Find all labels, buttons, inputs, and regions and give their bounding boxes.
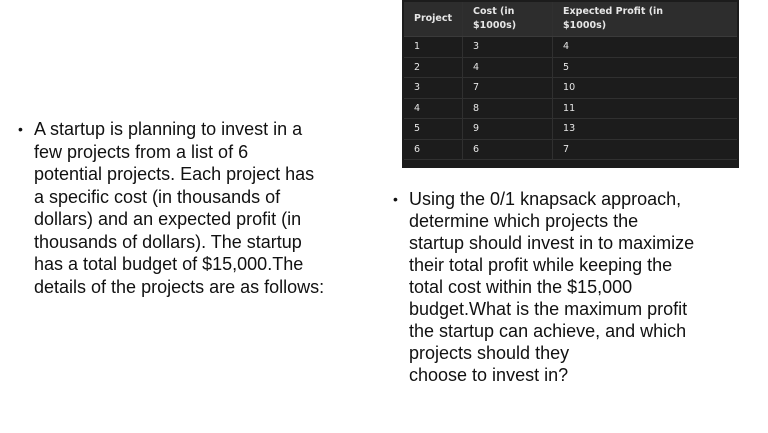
cell-cost: 3	[463, 37, 553, 58]
bullet-marker: •	[393, 191, 398, 207]
cell-cost: 7	[463, 78, 553, 99]
cell-cost: 8	[463, 98, 553, 119]
cell-project: 6	[404, 139, 463, 160]
table-row	[404, 98, 737, 119]
projects-table	[404, 2, 737, 160]
table-row	[404, 119, 737, 140]
cell-project: 3	[404, 78, 463, 99]
problem-intro	[18, 118, 348, 298]
cell-project: 2	[404, 57, 463, 78]
cell-cost: 6	[463, 139, 553, 160]
cell-cost: 9	[463, 119, 553, 140]
table-row	[404, 78, 737, 99]
cell-profit: 13	[553, 119, 737, 140]
table-header-row	[404, 2, 737, 37]
cell-project: 4	[404, 98, 463, 119]
problem-question	[393, 188, 723, 386]
projects-table-panel	[402, 0, 739, 168]
cell-profit: 11	[553, 98, 737, 119]
cell-profit: 5	[553, 57, 737, 78]
header-cost: Cost (in $1000s)	[463, 2, 553, 37]
intro-paragraph: A startup is planning to invest in a few projects from a list of 6 potential projects. Each project has a specific cost (in thousands of dollars) and an expected profit (in thousands of dollars). The startup has a total budget of $15,000.The details of the projects are as follows:	[34, 119, 325, 297]
cell-cost: 4	[463, 57, 553, 78]
header-project: Project	[404, 2, 463, 37]
cell-profit: 7	[553, 139, 737, 160]
cell-project: 5	[404, 119, 463, 140]
table-row	[404, 37, 737, 58]
cell-profit: 10	[553, 78, 737, 99]
bullet-marker: •	[18, 121, 23, 137]
table-row	[404, 139, 737, 160]
cell-profit: 4	[553, 37, 737, 58]
header-expected-profit: Expected Profit (in $1000s)	[553, 2, 737, 37]
cell-project: 1	[404, 37, 463, 58]
question-paragraph: Using the 0/1 knapsack approach, determine which projects the startup should invest in to maximize their total profit while keeping the total cost within the $15,000 budget.What is the maximum profit the startup can achieve, and which projects should they choose to invest in?	[409, 189, 695, 385]
table-row	[404, 57, 737, 78]
